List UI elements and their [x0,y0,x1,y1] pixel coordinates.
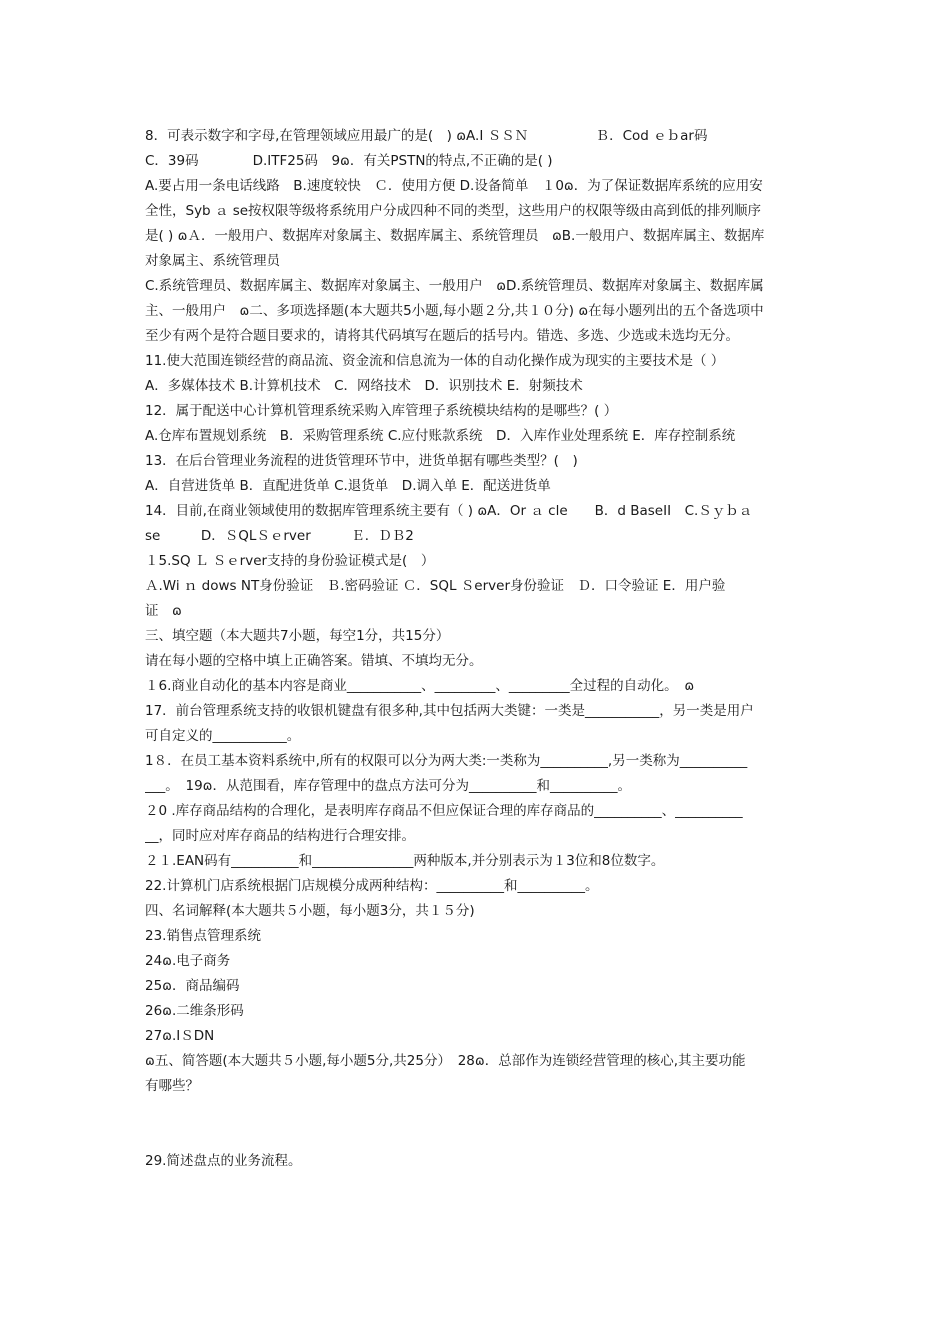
text-line: A.要占用一条电话线路 B.速度较快 Ｃ．使用方便 D.设备简单 １0ɷ．为了保证数据库系统的应用安 [145,178,763,194]
text-line: 8．可表示数字和字母,在管理领域应用最广的是( ) ɷA.I ＳＳＮ Ｂ．Cod ｅｂar码 [145,128,708,144]
question-23: 23.销售点管理系统 [145,928,261,944]
question-24: 24ɷ.电子商务 [145,953,231,969]
text-line: 可自定义的___________。 [145,728,301,744]
question-22: 22.计算机门店系统根据门店规模分成两种结构：__________和__________。 [145,878,599,894]
text-line: A．多媒体技术 B.计算机技术 C．网络技术 D．识别技术 E．射频技术 [145,378,583,394]
text-line: ___。 19ɷ．从范围看，库存管理中的盘点方法可分为__________和__________。 [145,778,632,794]
section-heading-short-answer: ɷ五、简答题(本大题共５小题,每小题5分,共25分） 28ɷ．总部作为连锁经营管理的核心,其主要功能 [145,1053,746,1069]
question-25: 25ɷ．商品编码 [145,978,240,994]
question-21: ２１.EAN码有__________和_______________两种版本,并分别表示为１3位和8位数字。 [145,853,665,869]
text-line: se D．ＳQLＳｅrver Ｅ．ＤＢ2 [145,528,414,544]
text-line: 对象属主、系统管理员 [145,253,280,269]
text-line: A．自营进货单 B．直配进货单 C.退货单 D.调入单 E．配送进货单 [145,478,551,494]
question-27: 27ɷ.IＳDN [145,1028,215,1044]
question-17: 17．前台管理系统支持的收银机键盘有很多种,其中包括两大类键：一类是___________，另一类是用户 [145,703,754,719]
question-15: １5.SQ Ｌ Ｓｅrver支持的身份验证模式是( ） [145,553,435,569]
text-line: A.仓库布置规划系统 B．采购管理系统 C.应付账款系统 D．入库作业处理系统 E．库存控制系统 [145,428,736,444]
question-16: １6.商业自动化的基本内容是商业___________、_________、_________全过程的自动化。 ɷ [145,678,695,694]
text-line: C.系统管理员、数据库属主、数据库对象属主、一般用户 ɷD.系统管理员、数据库对象属主、数据库属 [145,278,764,294]
question-12: 12．属于配送中心计算机管理系统采购入库管理子系统模块结构的是哪些？( ） [145,403,618,419]
question-26: 26ɷ.二维条形码 [145,1003,244,1019]
text-line: __，同时应对库存商品的结构进行合理安排。 [145,828,415,844]
document-body [145,124,810,1174]
question-14: 14．目前,在商业领域使用的数据库管理系统主要有（ ) ɷA．Or ａ cle B．d BaseII C.Ｓｙｂａ [145,503,753,519]
text-line: Ａ.Wi ｎ dows NT身份验证 Ｂ.密码验证 Ｃ．SQL Ｓerver身份验证 Ｄ．口令验证 E．用户验 [145,578,726,594]
text-line: 主、一般用户 ɷ二、多项选择题(本大题共5小题,每小题２分,共１０分) ɷ在每小题列出的五个备选项中 [145,303,764,319]
section-instruction: 请在每小题的空格中填上正确答案。错填、不填均无分。 [145,653,483,669]
text-line: 全性，Syb ａ se按权限等级将系统用户分成四种不同的类型，这些用户的权限等级由高到低的排列顺序 [145,203,762,219]
section-heading-terms: 四、名词解释(本大题共５小题，每小题3分，共１５分) [145,903,475,919]
section-heading-fill-in: 三、填空题（本大题共7小题，每空1分，共15分） [145,628,450,644]
text-line: 是( ) ɷＡ．一般用户、数据库对象属主、数据库属主、系统管理员 ɷB.一般用户、数据库属主、数据库 [145,228,765,244]
question-20: ２0 .库存商品结构的合理化，是表明库存商品不但应保证合理的库存商品的__________、__________ [145,803,743,819]
text-line: 至少有两个是符合题目要求的，请将其代码填写在题后的括号内。错选、多选、少选或未选均无分。 [145,328,739,344]
text-line: 有哪些？ [145,1078,199,1094]
text-line: C．39码 D.ITF25码 9ɷ．有关PSTN的特点,不正确的是( ) [145,153,553,169]
question-13: 13．在后台管理业务流程的进货管理环节中，进货单据有哪些类型？( ) [145,453,578,469]
question-29: 29.简述盘点的业务流程。 [145,1153,302,1169]
question-18: 1８．在员工基本资料系统中,所有的权限可以分为两大类:一类称为__________,另一类称为__________ [145,753,748,769]
text-line: 证 ɷ [145,603,182,619]
question-11: 11.使大范围连锁经营的商品流、资金流和信息流为一体的自动化操作成为现实的主要技术是（ ） [145,353,725,369]
answer-space [145,1099,810,1149]
